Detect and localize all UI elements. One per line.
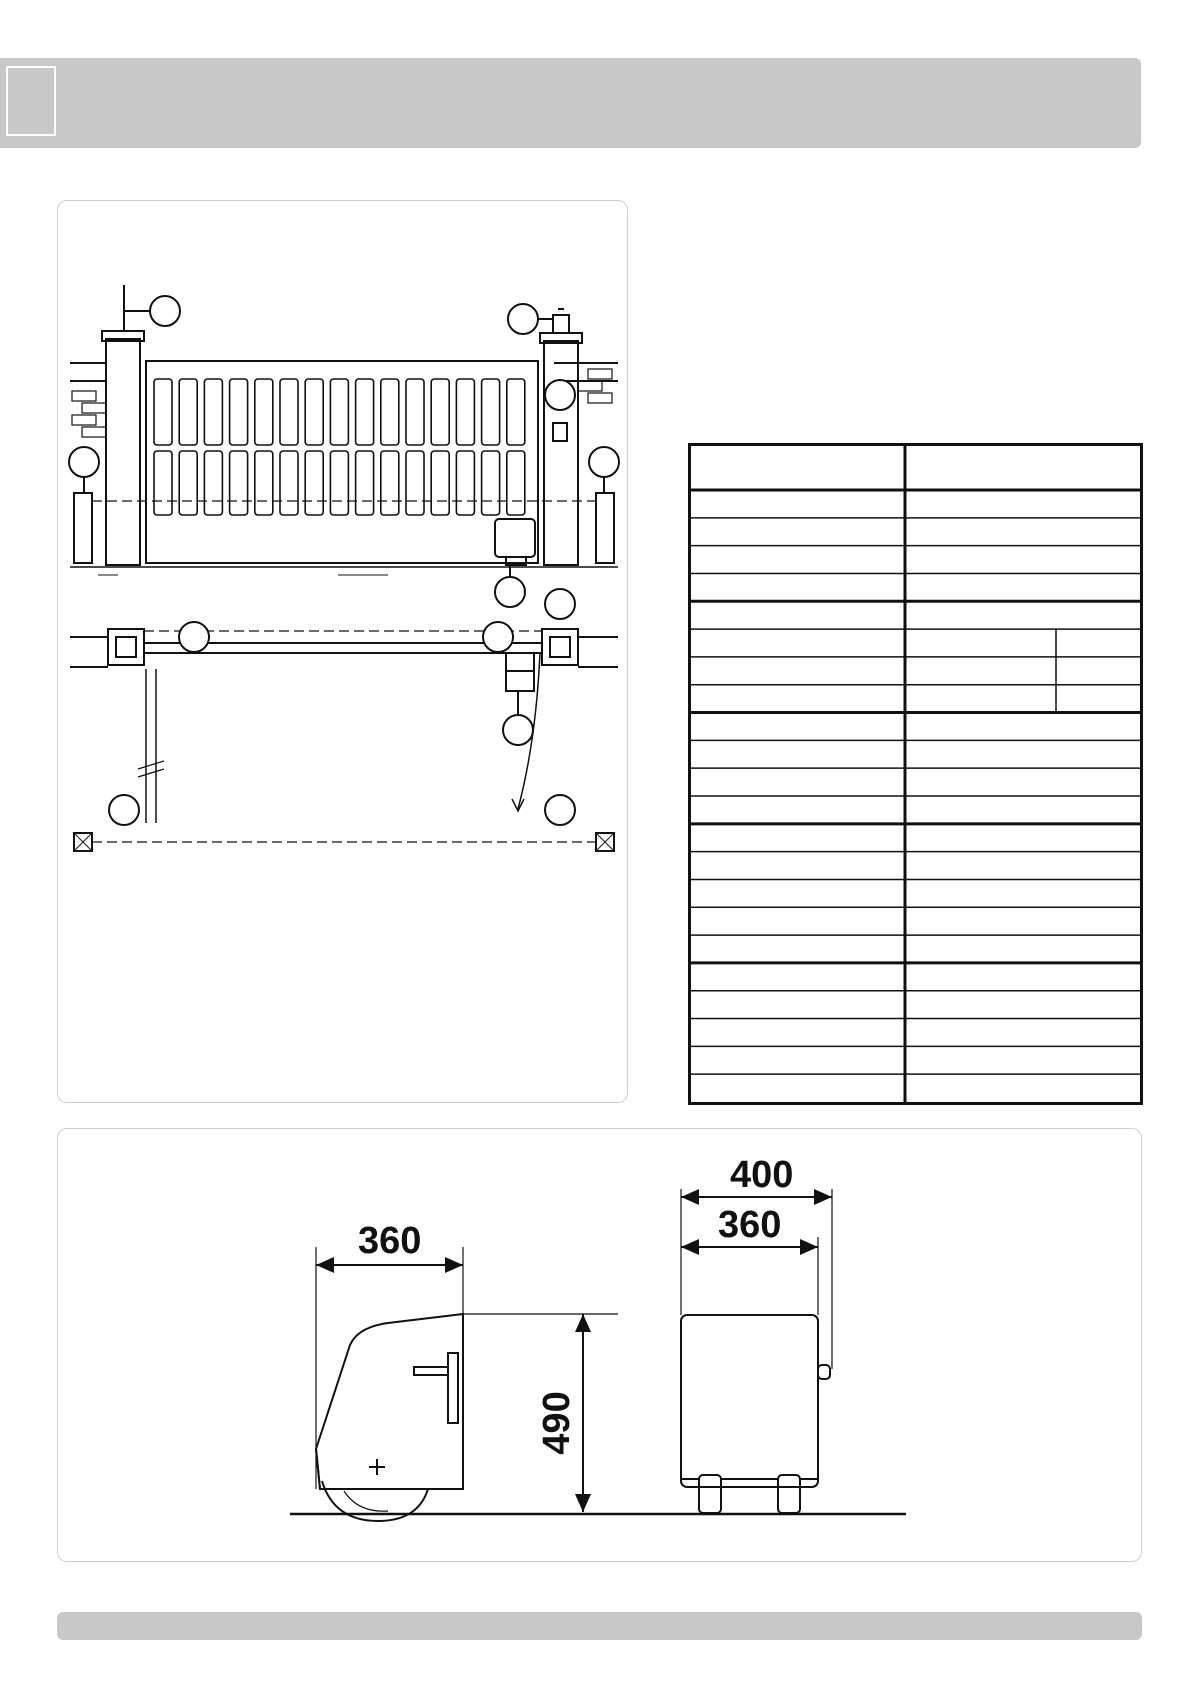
- gate-panel: [230, 379, 248, 445]
- callout-photocell-plan-right: [545, 795, 575, 825]
- gate-panel: [356, 451, 374, 515]
- gate-panel: [330, 451, 348, 515]
- callout-photocell-left: [69, 447, 99, 477]
- gate-panel: [305, 451, 323, 515]
- footer-bar: [57, 1612, 1142, 1640]
- gate-panel: [204, 451, 222, 515]
- gate-panel: [507, 379, 525, 445]
- gate-panel: [456, 451, 474, 515]
- front-outer-width-label: 400: [730, 1154, 794, 1196]
- callout-markers: [69, 296, 619, 825]
- callout-flashing-light: [508, 304, 538, 334]
- gate-panel: [179, 451, 197, 515]
- callout-key-selector: [545, 380, 575, 410]
- gate-panel: [456, 379, 474, 445]
- gate-panel: [507, 451, 525, 515]
- side-width-label: 360: [358, 1220, 422, 1262]
- gate-panel: [280, 379, 298, 445]
- gate-panel: [431, 379, 449, 445]
- gate-panel: [305, 379, 323, 445]
- specification-table: [688, 443, 1143, 1105]
- header-section-tab: [6, 66, 56, 136]
- gate-panel: [255, 379, 273, 445]
- installation-diagram: [58, 201, 629, 1104]
- callout-antenna: [150, 296, 180, 326]
- gate-panel: [381, 379, 399, 445]
- header-bar: [0, 58, 1141, 148]
- callout-photocell-plan-left: [109, 795, 139, 825]
- gate-panel: [330, 379, 348, 445]
- gate-panel: [230, 451, 248, 515]
- callout-motor: [495, 577, 525, 607]
- installation-diagram-panel: [57, 200, 628, 1103]
- callout-stop-right: [545, 589, 575, 619]
- gate-panel: [482, 451, 500, 515]
- gate-panel: [154, 379, 172, 445]
- callout-arm: [483, 622, 513, 652]
- height-label: 490: [536, 1391, 578, 1455]
- dimension-drawing: [58, 1129, 1143, 1563]
- gate-panel: [431, 451, 449, 515]
- gate-panel: [154, 451, 172, 515]
- spec-table-grid: [691, 446, 1140, 1102]
- front-inner-width-label: 360: [718, 1204, 782, 1246]
- gate-panel: [204, 379, 222, 445]
- gate-panel: [255, 451, 273, 515]
- gate-panel: [482, 379, 500, 445]
- callout-stop-left: [179, 622, 209, 652]
- callout-photocell-right: [589, 447, 619, 477]
- gate-panel: [381, 451, 399, 515]
- gate-panel: [406, 379, 424, 445]
- gate-panel: [280, 451, 298, 515]
- gate-panel: [179, 379, 197, 445]
- gate-panel: [356, 379, 374, 445]
- gate-panel: [406, 451, 424, 515]
- callout-motor-plan: [503, 715, 533, 745]
- dimensions-panel: [57, 1128, 1142, 1562]
